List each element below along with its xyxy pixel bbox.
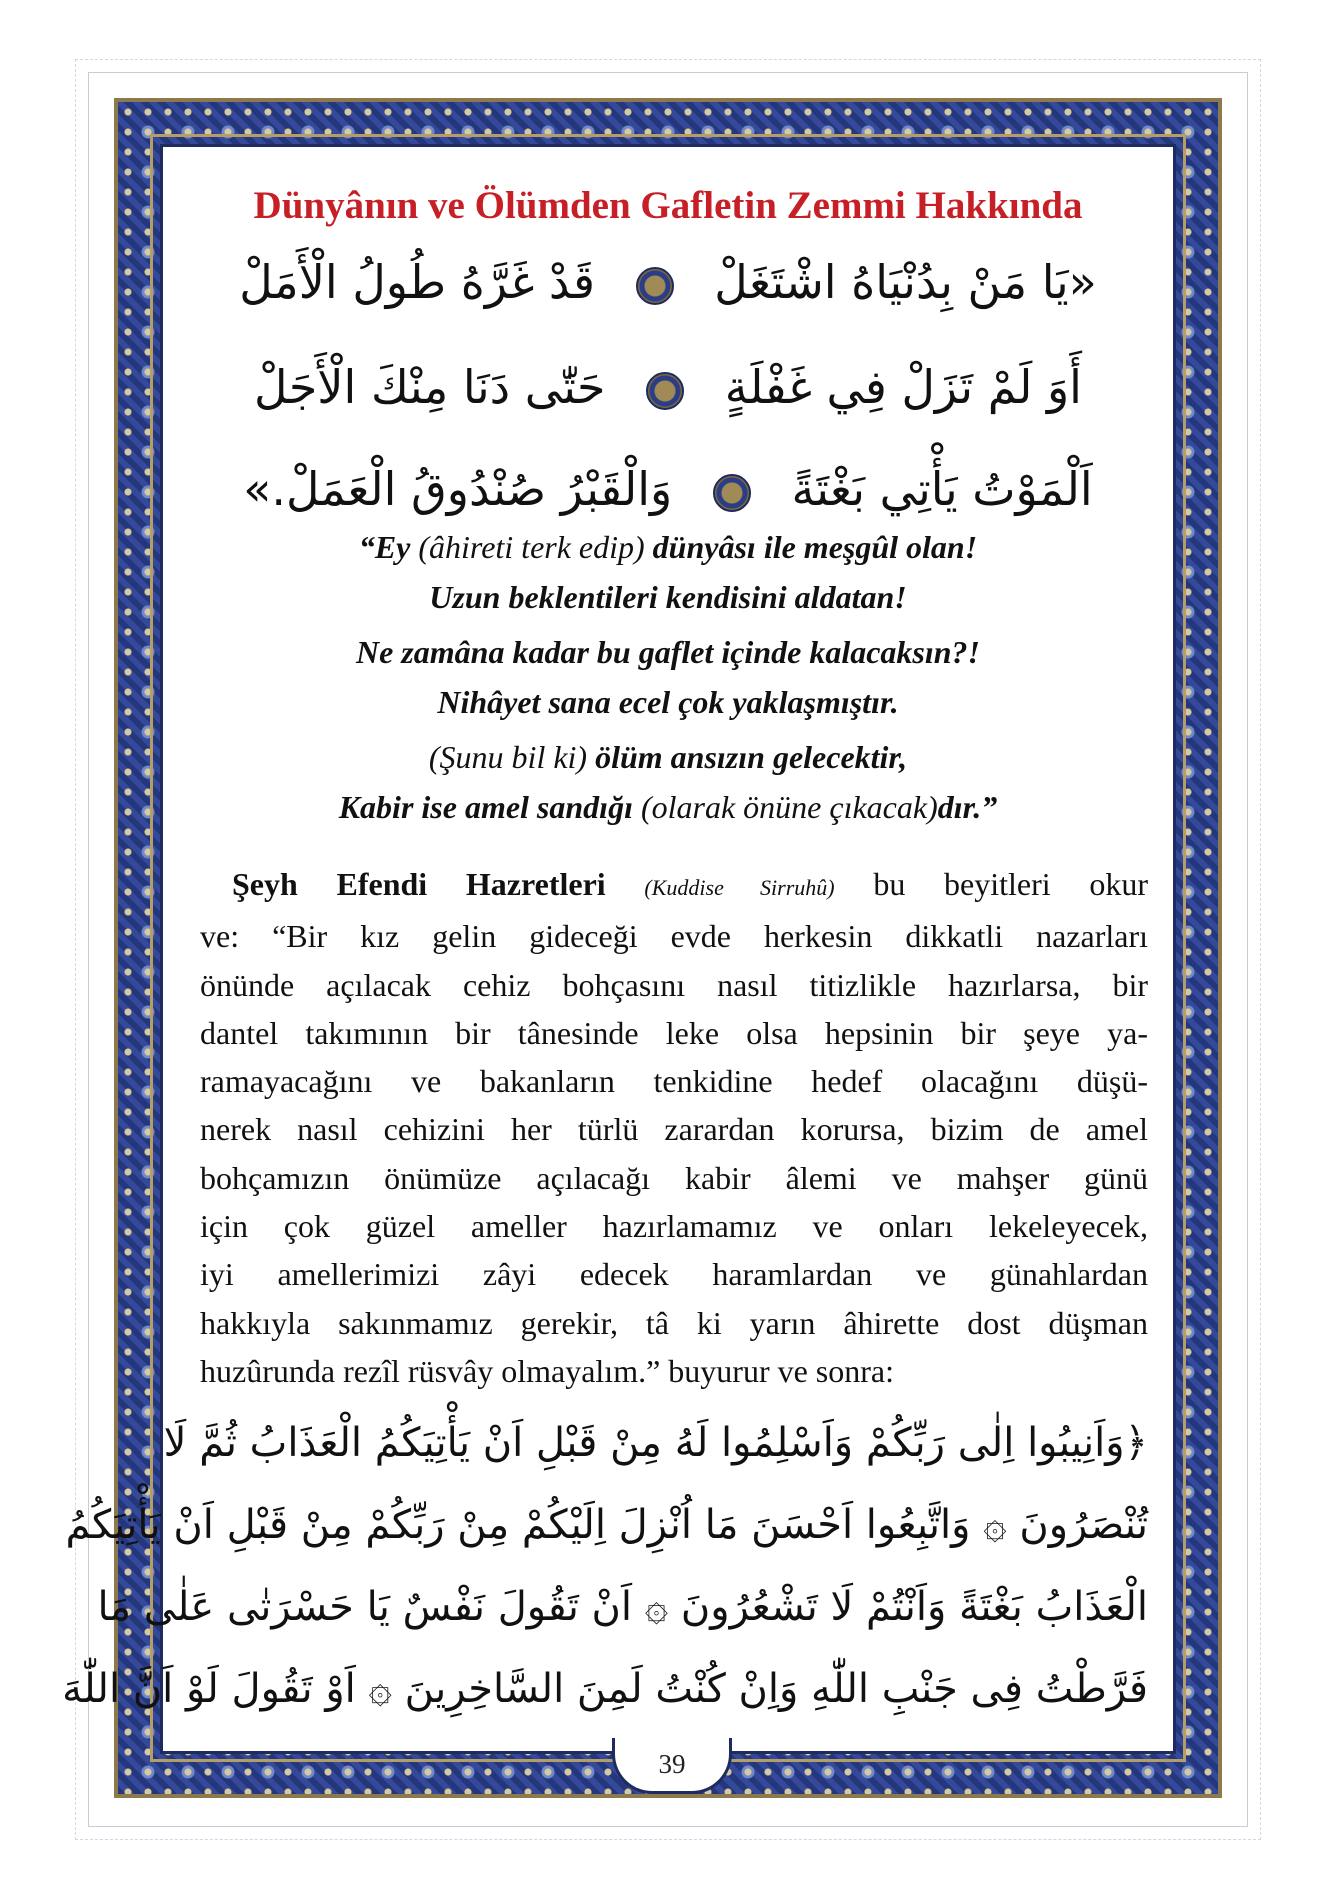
translation-bold: ölüm ansızın gelecektir, [595,739,908,775]
paragraph-line: ramayacağını ve bakanların tenkidine hedef olacağını düşü- [200,1063,1148,1100]
paragraph-line: için çok güzel ameller hazırlamamız ve onları lekeleyecek, [200,1208,1148,1245]
paragraph-honorific: (Kuddise Sirruhû) [644,875,835,900]
translation-note: (Şunu bil ki) [428,739,596,775]
paragraph-line: huzûrunda rezîl rüsvây olmayalım.” buyurur ve sonra: [200,1352,894,1389]
translation-bold: Ne zamâna kadar bu gaflet içinde kalacaksın?! [355,634,980,670]
page-title: Dünyânın ve Ölümden Gafletin Zemmi Hakkında [253,184,1083,227]
paragraph-line [200,860,1148,912]
arabic-poem-line [200,360,1136,414]
paragraph-line: nerek nasıl cehizini her türlü zarardan korursa, bizim de amel [200,1111,1148,1148]
arabic-hemistich-left: قَدْ غَرَّهُ طُولُ الْأَمَلْ [239,255,596,309]
paragraph-line: ve: “Bir kız gelin gideceği evde herkesin dikkatli nazarları [200,918,1148,955]
paragraph-text: bu beyitleri okur [873,866,1149,902]
quran-verse-line: ﴿وَاَنِيبُوا اِلٰى رَبِّكُمْ وَاَسْلِمُوا لَهُ مِنْ قَبْلِ اَنْ يَأْتِيَكُمُ الْعَذَابُ ثُمَّ لَا [163,1420,1148,1466]
translation-bold: dır.” [937,789,998,825]
quran-verse-line: فَرَّطْتُ فِى جَنْبِ اللّٰهِ وَاِنْ كُنْتُ لَمِنَ السَّاخِرِينَ ۞ اَوْ تَقُولَ لَوْ اَنَّ اللّٰهَ [62,1666,1148,1712]
translation-line [160,739,1176,776]
arabic-hemistich-left: وَالْقَبْرُ صُنْدُوقُ الْعَمَلْ.» [243,462,673,516]
translation-bold: “Ey [358,529,419,565]
translation-bold: Uzun beklentileri kendisini aldatan! [429,579,907,615]
translation-line [160,684,1176,721]
verse-separator-icon [636,267,674,305]
arabic-hemistich-right: اَلْمَوْتُ يَأْتِي بَغْتَةً [791,462,1093,516]
paragraph-bold-name: Şeyh Efendi Hazretleri [232,866,606,902]
paragraph-line: iyi amellerimizi zâyi edecek haramlardan ve günahlardan [200,1256,1148,1293]
quran-verse-line: تُنْصَرُونَ ۞ وَاتَّبِعُوا اَحْسَنَ مَا اُنْزِلَ اِلَيْكُمْ مِنْ رَبِّكُمْ مِنْ قَبْلِ اَنْ يَأْتِيَكُمُ [65,1502,1148,1548]
arabic-poem-line [200,255,1136,309]
translation-line [160,634,1176,671]
page-number: 39 [612,1738,732,1794]
translation-line [160,789,1176,826]
translation-bold: Nihâyet sana ecel çok yaklaşmıştır. [437,684,899,720]
verse-separator-icon [646,372,684,410]
arabic-hemistich-right: «يَا مَنْ بِدُنْيَاهُ اشْتَغَلْ [714,255,1097,309]
quran-verse-line: الْعَذَابُ بَغْتَةً وَاَنْتُمْ لَا تَشْعُرُونَ ۞ اَنْ تَقُولَ نَفْسٌ يَا حَسْرَتٰى عَلٰى مَا [97,1584,1148,1630]
arabic-hemistich-right: أَوَ لَمْ تَزَلْ فِي غَفْلَةٍ [724,360,1082,414]
translation-bold: dünyâsı ile meşgûl olan! [652,529,978,565]
paragraph-line: dantel takımının bir tânesinde leke olsa hepsinin bir şeye ya- [200,1014,1148,1051]
translation-line [160,529,1176,566]
arabic-hemistich-left: حَتّٰى دَنَا مِنْكَ الْأَجَلْ [254,360,606,414]
paragraph-line: bohçamızın önümüze açılacağı kabir âlemi ve mahşer günü [200,1159,1148,1196]
translation-note: (olarak önüne çıkacak) [640,789,938,825]
body-paragraph [200,860,1148,1395]
translation-line [160,579,1176,616]
paragraph-line: hakkıyla sakınmamız gerekir, tâ ki yarın âhirette dost düşman [200,1304,1148,1341]
verse-separator-icon [713,474,751,512]
translation-bold: Kabir ise amel sandığı [338,789,641,825]
translation-note: (âhireti terk edip) [418,529,653,565]
arabic-poem-line [200,462,1136,516]
paragraph-line: önünde açılacak cehiz bohçasını nasıl titizlikle hazırlarsa, bir [200,966,1148,1003]
